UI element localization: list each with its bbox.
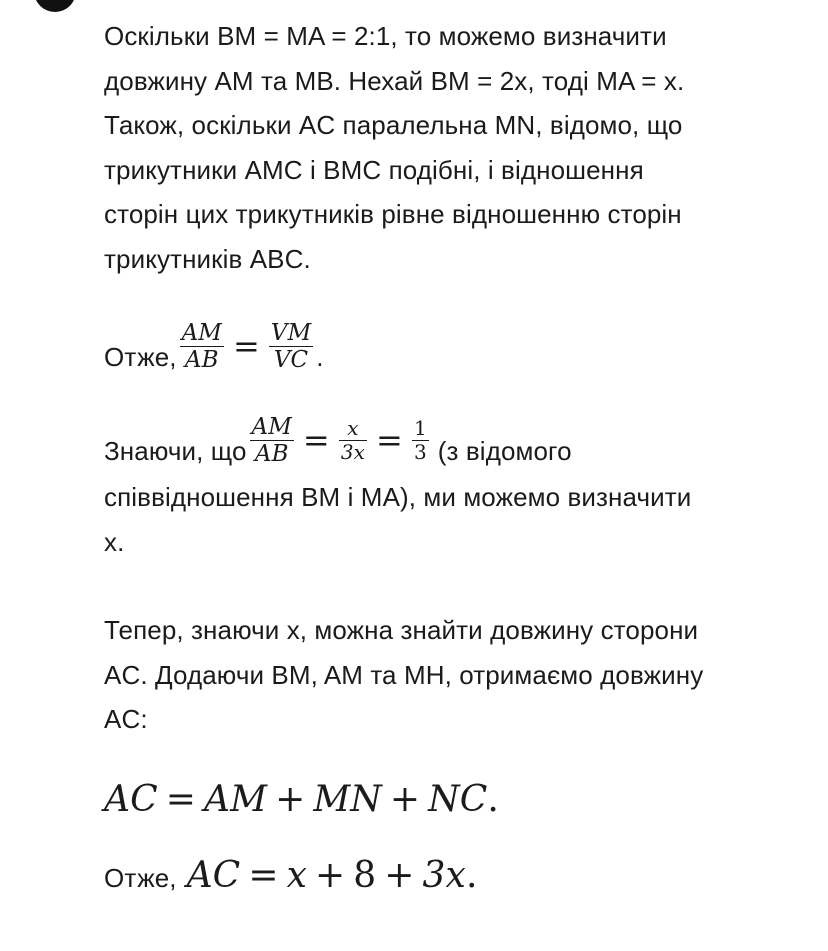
equals-sign: = bbox=[248, 854, 279, 896]
fraction-denominator: VC bbox=[273, 347, 309, 373]
paragraph-knowing bbox=[104, 403, 804, 475]
math-term: 8 bbox=[353, 854, 377, 896]
equals-sign: = bbox=[376, 421, 403, 460]
text-line: трикутники AMC і BMC подібні, і відношення bbox=[104, 154, 644, 185]
paragraph-ratio bbox=[104, 281, 804, 381]
fraction-numerator: x bbox=[339, 417, 367, 441]
answer-content bbox=[104, 14, 804, 900]
text-line: Також, оскільки AC паралельна MN, відомо, що bbox=[104, 110, 683, 140]
fraction-am-ab bbox=[250, 414, 294, 467]
paragraph-intro bbox=[104, 14, 804, 281]
fraction-am-ab bbox=[180, 320, 224, 373]
text-suffix: . bbox=[316, 341, 324, 372]
fraction-denominator: AB bbox=[184, 347, 219, 373]
plus-sign: + bbox=[389, 778, 421, 820]
paragraph-final bbox=[104, 854, 804, 901]
math-term: NC bbox=[428, 778, 488, 820]
math-term: MN bbox=[313, 778, 382, 820]
math-term: AM bbox=[204, 778, 268, 820]
formula-ratio bbox=[177, 320, 317, 373]
formula-ratio-values bbox=[247, 414, 432, 467]
formula-ac-sum bbox=[104, 770, 804, 830]
fraction-denominator: AB bbox=[254, 441, 289, 467]
fraction-x-3x bbox=[339, 417, 367, 464]
fraction-numerator: VM bbox=[270, 320, 312, 346]
equals-sign: = bbox=[232, 327, 260, 366]
math-term: AC bbox=[104, 778, 158, 820]
text-line: Тепер, знаючи x, можна знайти довжину сторони bbox=[104, 615, 699, 645]
text-prefix: Отже, bbox=[104, 862, 177, 893]
paragraph-knowing-rest bbox=[104, 475, 804, 564]
fraction-numerator: AM bbox=[181, 320, 222, 346]
text-prefix: Знаючи, що bbox=[104, 435, 247, 466]
text-line: довжину AM та MB. Нехай BM = 2x, тоді MA = x. bbox=[104, 65, 685, 96]
paragraph-now bbox=[104, 608, 804, 742]
equals-sign: = bbox=[302, 421, 330, 460]
text-line: трикутників ABC. bbox=[104, 243, 311, 274]
fraction-denominator: 3x bbox=[340, 440, 366, 464]
plus-sign: + bbox=[384, 854, 415, 896]
plus-sign: + bbox=[315, 854, 346, 896]
fraction-denominator: 3 bbox=[413, 440, 427, 464]
period: . bbox=[487, 778, 499, 820]
text-line: співвідношення BM і MA), ми можемо визначити bbox=[104, 482, 692, 512]
math-term: 3x bbox=[422, 854, 466, 896]
fraction-1-3 bbox=[412, 417, 429, 464]
formula-ac-result bbox=[187, 854, 478, 899]
text-line: Оскільки BM = MA = 2:1, то можемо визначити bbox=[104, 21, 667, 51]
math-term: x bbox=[286, 854, 307, 896]
period: . bbox=[465, 854, 478, 896]
text-line: сторін цих трикутників рівне відношенню сторін bbox=[104, 199, 682, 229]
fraction-numerator: 1 bbox=[413, 416, 427, 440]
text-line: AC: bbox=[104, 704, 148, 734]
text-suffix: (з відомого bbox=[437, 435, 572, 466]
fraction-vm-vc bbox=[269, 320, 313, 373]
fraction-numerator: AM bbox=[251, 414, 292, 440]
text-line: x. bbox=[104, 526, 125, 557]
text-prefix: Отже, bbox=[104, 341, 177, 372]
text-line: AC. Додаючи BM, AM та MH, отримаємо довжину bbox=[104, 659, 704, 690]
avatar bbox=[34, 0, 76, 12]
equals-sign: = bbox=[165, 778, 197, 820]
math-term: AC bbox=[186, 854, 241, 896]
plus-sign: + bbox=[275, 778, 306, 820]
